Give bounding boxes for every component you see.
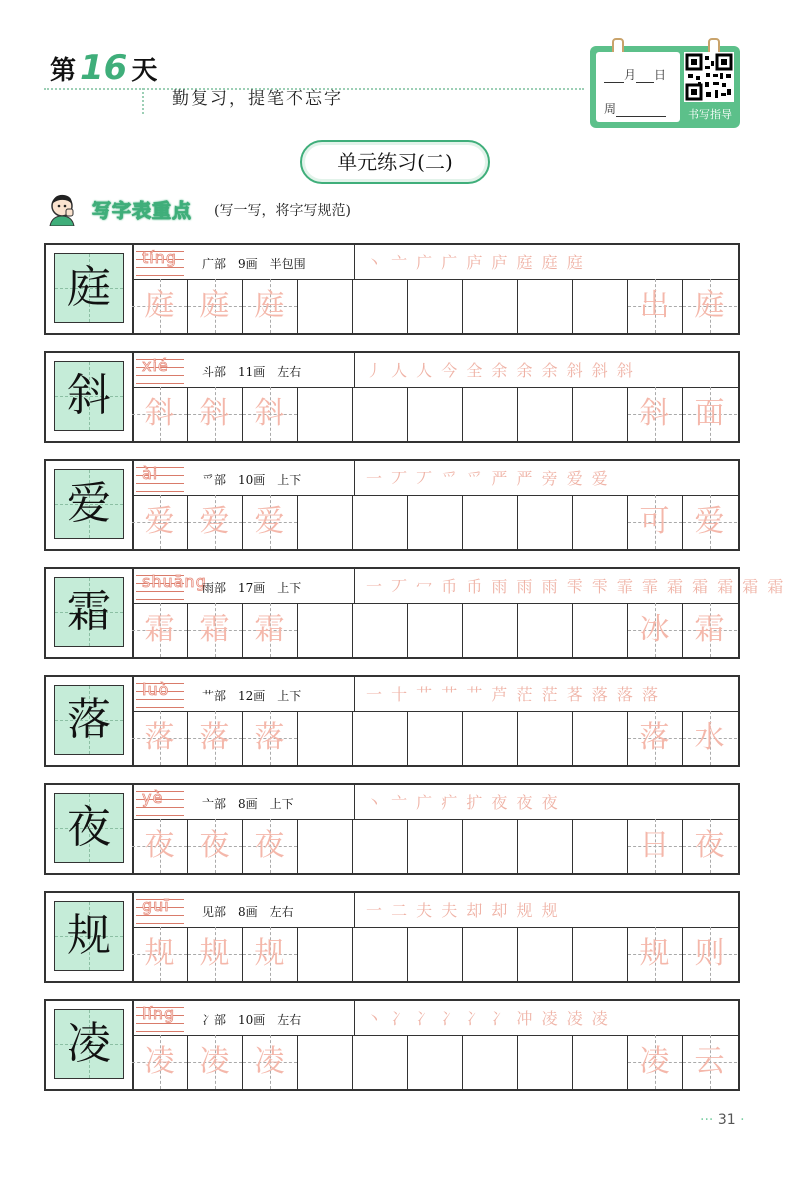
unit-title: 单元练习(二) [300,140,490,184]
writing-cell[interactable] [352,1035,407,1089]
pinyin: líng [142,1004,176,1023]
model-character: 霜 [67,586,111,637]
info-divider [354,677,355,711]
character-box [54,469,124,539]
pinyin: tíng [142,248,178,267]
stroke-order: 丶 亠 广 疒 扩 夜 夜 夜 [366,793,560,812]
writing-cell[interactable] [572,819,627,873]
practice-row [44,459,740,551]
writing-cell[interactable] [297,603,352,657]
pinyin-lines [132,677,188,711]
trace-character: 霜 [254,612,285,647]
writing-cell[interactable] [462,387,517,441]
writing-cell[interactable] [407,927,462,981]
trace-character: 夜 [199,828,230,863]
writing-grid [132,819,738,873]
writing-cell[interactable] [572,927,627,981]
writing-cell[interactable] [517,1035,572,1089]
motto: 勤复习，提笔不忘字 [172,89,343,109]
character-box [54,253,124,323]
pinyin-lines [132,461,188,495]
writing-cell[interactable] [352,495,407,549]
writing-cell[interactable] [462,711,517,765]
trace-character: 落 [144,720,175,755]
practice-row [44,243,740,335]
writing-cell[interactable] [297,279,352,333]
writing-cell[interactable] [352,711,407,765]
writing-cell[interactable] [407,711,462,765]
radical-stroke-info: 斗部 11画 左右 [202,365,302,379]
month-label: 月 [624,68,637,82]
dots-icon: ··· [700,1112,714,1128]
pinyin-lines [132,245,188,279]
writing-cell[interactable] [462,819,517,873]
trace-character: 庭 [199,288,230,323]
writing-cell[interactable] [572,711,627,765]
writing-grid [132,279,738,333]
model-character: 夜 [67,802,111,853]
word-trace-character: 夜 [694,828,725,863]
word-trace-character: 规 [639,936,670,971]
pinyin-lines [132,569,207,603]
practice-row [44,999,740,1091]
pinyin-lines [132,1001,188,1035]
trace-character: 爱 [199,504,230,539]
practice-row [44,891,740,983]
writing-cell[interactable] [462,927,517,981]
pinyin-lines [132,893,188,927]
trace-character: 斜 [199,396,230,431]
writing-cell[interactable] [407,603,462,657]
writing-cell[interactable] [462,495,517,549]
page-number [700,1112,745,1128]
section-heading: 写字表重点 [92,200,193,222]
writing-cell[interactable] [297,927,352,981]
info-divider [354,245,355,279]
trace-character: 凌 [144,1044,175,1079]
writing-cell[interactable] [352,819,407,873]
writing-cell[interactable] [462,279,517,333]
day-label: 日 [654,68,667,82]
dots-icon: · [740,1112,745,1128]
writing-cell[interactable] [517,711,572,765]
word-trace-character: 爱 [694,504,725,539]
section-note: (写一写，将字写规范) [214,203,351,219]
word-trace-character: 凌 [639,1044,670,1079]
writing-cell[interactable] [407,279,462,333]
trace-character: 夜 [254,828,285,863]
day-prefix: 第 [50,56,77,86]
pinyin: ài [142,464,159,483]
word-trace-character: 斜 [639,396,670,431]
character-box [54,685,124,755]
pinyin-lines [132,785,188,819]
radical-stroke-info: 亠部 8画 上下 [202,797,294,811]
character-box [54,1009,124,1079]
writing-grid [132,387,738,441]
writing-grid [132,927,738,981]
qr-code-icon[interactable] [684,52,734,102]
trace-character: 落 [199,720,230,755]
info-divider [354,785,355,819]
character-box [54,577,124,647]
writing-cell[interactable] [297,711,352,765]
stroke-order: 一 十 艹 艹 艹 芦 茫 茫 茖 落 落 落 [366,685,660,704]
day-suffix: 天 [131,56,158,86]
model-character: 规 [67,910,111,961]
character-box [54,793,124,863]
writing-cell[interactable] [517,495,572,549]
writing-cell[interactable] [572,495,627,549]
word-trace-character: 云 [694,1044,725,1079]
writing-cell[interactable] [407,495,462,549]
info-divider [354,461,355,495]
character-box [54,901,124,971]
word-trace-character: 庭 [694,288,725,323]
writing-grid [132,711,738,765]
trace-character: 庭 [144,288,175,323]
word-trace-character: 则 [694,936,725,971]
model-character: 凌 [67,1018,111,1069]
trace-character: 凌 [254,1044,285,1079]
practice-row [44,567,786,659]
practice-row [44,675,740,767]
writing-cell[interactable] [517,819,572,873]
pinyin-lines [132,353,188,387]
radical-stroke-info: 爫部 10画 上下 [202,473,302,487]
day-number: 16 [80,48,128,88]
info-divider [354,1001,355,1035]
pinyin: guī [142,896,170,915]
writing-cell[interactable] [407,387,462,441]
stroke-order: 一 丆 冖 币 币 雨 雨 雨 雫 雫 霏 霏 霜 霜 霜 霜 霜 [366,577,786,596]
writing-cell[interactable] [462,603,517,657]
writing-cell[interactable] [297,387,352,441]
writing-cell[interactable] [352,603,407,657]
writing-cell[interactable] [407,1035,462,1089]
month-blank[interactable] [604,82,624,83]
info-divider [354,893,355,927]
practice-row [44,351,740,443]
writing-cell[interactable] [407,819,462,873]
model-character: 庭 [67,262,111,313]
writing-cell[interactable] [352,279,407,333]
word-trace-character: 日 [639,828,670,863]
radical-stroke-info: 艹部 12画 上下 [202,689,302,703]
writing-cell[interactable] [572,603,627,657]
word-trace-character: 出 [639,288,670,323]
page-number-value: 31 [717,1112,736,1128]
trace-character: 斜 [254,396,285,431]
pinyin: luò [142,680,170,699]
info-divider [354,353,355,387]
day-title [50,48,157,88]
trace-character: 爱 [144,504,175,539]
writing-cell[interactable] [297,819,352,873]
date-card [590,46,740,128]
trace-character: 夜 [144,828,175,863]
stroke-order: 一 二 夫 夫 却 却 规 规 [366,901,560,920]
day-blank[interactable] [636,82,654,83]
model-character: 爱 [67,478,111,529]
word-trace-character: 霜 [694,612,725,647]
week-line [604,100,666,117]
word-trace-character: 落 [639,720,670,755]
radical-stroke-info: 冫部 10画 左右 [202,1013,302,1027]
trace-character: 霜 [199,612,230,647]
pinyin: xié [142,356,169,375]
writing-cell[interactable] [297,1035,352,1089]
trace-character: 爱 [254,504,285,539]
header-divider-vertical [142,88,144,114]
writing-cell[interactable] [352,927,407,981]
trace-character: 规 [254,936,285,971]
info-divider [354,569,355,603]
character-box [54,361,124,431]
stroke-order: 丶 亠 广 广 庐 庐 庭 庭 庭 [366,253,585,272]
week-blank[interactable] [616,116,666,117]
writing-cell[interactable] [572,1035,627,1089]
model-character: 落 [67,694,111,745]
word-trace-character: 面 [694,396,725,431]
word-trace-character: 可 [639,504,670,539]
trace-character: 斜 [144,396,175,431]
radical-stroke-info: 雨部 17画 上下 [202,581,302,595]
writing-cell[interactable] [297,495,352,549]
word-trace-character: 水 [694,720,725,755]
writing-cell[interactable] [517,387,572,441]
writing-cell[interactable] [352,387,407,441]
writing-grid [132,1035,738,1089]
radical-stroke-info: 见部 8画 左右 [202,905,294,919]
trace-character: 落 [254,720,285,755]
writing-cell[interactable] [572,279,627,333]
trace-character: 规 [144,936,175,971]
writing-cell[interactable] [572,387,627,441]
writing-cell[interactable] [517,927,572,981]
date-fields [596,52,680,122]
trace-character: 霜 [144,612,175,647]
practice-row [44,783,740,875]
boy-icon [44,192,88,226]
writing-cell[interactable] [462,1035,517,1089]
week-label: 周 [604,102,617,116]
writing-cell[interactable] [517,603,572,657]
stroke-order: 一 丆 丆 爫 爫 严 严 旁 爱 爱 [366,469,610,488]
stroke-order: 丿 人 人 今 全 余 余 余 斜 斜 斜 [366,361,635,380]
writing-grid [132,603,738,657]
writing-cell[interactable] [517,279,572,333]
qr-label: 书写指导 [688,108,732,121]
pinyin: yè [142,788,164,807]
trace-character: 凌 [199,1044,230,1079]
trace-character: 庭 [254,288,285,323]
model-character: 斜 [67,370,111,421]
stroke-order: 丶 冫 冫 冫 冫 冫 冲 凌 凌 凌 [366,1009,610,1028]
writing-grid [132,495,738,549]
radical-stroke-info: 广部 9画 半包围 [202,257,306,271]
date-line [604,66,666,83]
word-trace-character: 冰 [639,612,670,647]
trace-character: 规 [199,936,230,971]
pinyin: shuāng [142,572,207,591]
